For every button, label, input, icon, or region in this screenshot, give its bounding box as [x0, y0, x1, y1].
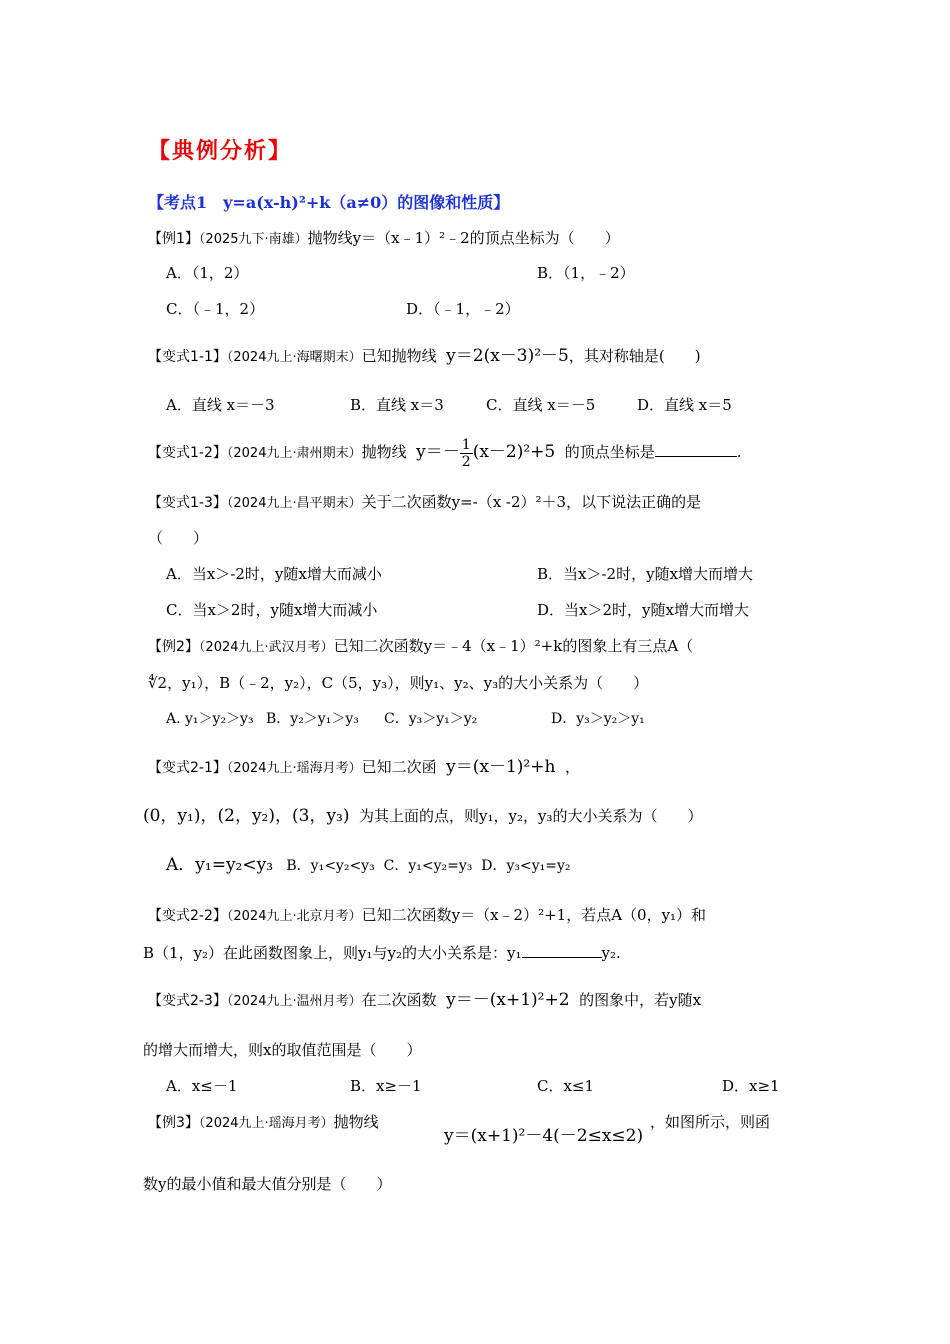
variant-2-3-post: 的图象中，若y随x: [579, 991, 702, 1009]
variant-2-1-option-c: C．y₁<y₂=y₃: [383, 858, 473, 874]
variant-1-2-post: 的顶点坐标是: [564, 443, 655, 461]
variant-2-2-line2: [143, 943, 621, 963]
section-heading: 【典例分析】: [148, 138, 293, 164]
variant-2-2-line2-post: y₂.: [601, 944, 621, 962]
variant-1-3-option-c: C．当x＞2时，y随x增大而减小: [166, 601, 378, 619]
variant-2-3-tag: 【变式2-3】: [148, 993, 227, 1009]
example-2-line2: ∜2，y₁），B（﹣2，y₂），C（5，y₃），则y₁、y₂、y₃的大小关系为（ ）: [148, 674, 649, 692]
example-1-text: 抛物线y＝（x﹣1）²﹣2的顶点坐标为（ ）: [307, 229, 620, 247]
variant-2-1-option-b: B．y₁<y₂<y₃: [286, 858, 375, 874]
example-3-formula: [444, 1126, 643, 1146]
variant-2-3-option-c: C．x≤1: [537, 1077, 595, 1095]
variant-1-2-source: （2024九上·肃州期末）: [226, 446, 362, 461]
variant-1-1-option-a: A．直线 x＝－3: [166, 396, 275, 414]
example-1-option-b: B．（1，﹣2）: [537, 264, 635, 282]
fraction-numerator: 1: [461, 436, 471, 453]
example-3-question: [148, 1112, 379, 1134]
variant-2-2-tag: 【变式2-2】: [148, 908, 227, 924]
fraction-denominator: 2: [461, 453, 471, 470]
example-3-line2: 数y的最小值和最大值分别是（ ）: [143, 1175, 392, 1193]
example-2-option-c: C．y₃＞y₁＞y₂: [384, 711, 478, 727]
variant-2-1-source: （2024九上·瑶海月考）: [226, 761, 362, 776]
variant-2-3-pre: 在二次函数: [361, 991, 437, 1009]
answer-blank[interactable]: [655, 442, 737, 457]
variant-1-1-question: [148, 346, 701, 368]
variant-2-1-pre: 已知二次函: [361, 758, 437, 776]
variant-1-1-tag: 【变式1-1】: [148, 349, 227, 365]
topic-heading: 【考点1 y=a(x-h)²+k（a≠0）的图像和性质】: [148, 193, 510, 212]
variant-2-1-post: ，: [564, 758, 580, 776]
variant-2-1-line2-text: 为其上面的点，则y₁，y₂，y₃的大小关系为（ ）: [359, 807, 703, 825]
variant-1-2-question: [148, 432, 742, 474]
example-3-tag: 【例3】: [148, 1115, 199, 1131]
example-3-source: （2024九上·瑶海月考）: [198, 1116, 334, 1131]
variant-2-1-option-a: A．y₁=y₂<y₃: [166, 855, 274, 875]
example-1-option-c: C．（﹣1，2）: [166, 300, 265, 318]
variant-2-3-source: （2024九上·温州月考）: [226, 994, 362, 1009]
variant-1-2-pre: 抛物线: [361, 443, 407, 461]
example-1-option-a: A．（1，2）: [166, 264, 249, 282]
variant-2-1-tag: 【变式2-1】: [148, 760, 227, 776]
variant-1-2-formula-post: (x－2)²+5: [472, 442, 556, 462]
variant-2-2-text: 已知二次函数y＝（x﹣2）²+1，若点A（0，y₁）和: [361, 906, 707, 924]
variant-2-1-line2: [143, 806, 703, 826]
example-3-pre: 抛物线: [333, 1113, 379, 1131]
variant-1-1-option-d: D．直线 x＝5: [637, 396, 732, 414]
variant-1-1-pre: 已知抛物线: [361, 347, 437, 365]
variant-2-3-option-b: B．x≥－1: [350, 1077, 422, 1095]
variant-1-2-formula-pre: y＝－: [416, 442, 460, 462]
variant-1-3-line2: （ ）: [148, 529, 209, 547]
variant-2-3-line2: 的增大而增大，则x的取值范围是（ ）: [143, 1041, 422, 1059]
variant-2-1-points: (0，y₁)，(2，y₂)，(3，y₃): [143, 806, 350, 826]
variant-1-3-option-a: A．当x＞-2时，y随x增大而减小: [166, 565, 382, 583]
variant-1-3-source: （2024九上·昌平期末）: [226, 496, 362, 511]
example-1-tag: 【例1】: [148, 231, 199, 247]
variant-1-3-text: 关于二次函数y=-（x -2）²＋3，以下说法正确的是: [361, 493, 702, 511]
variant-1-2-end: .: [736, 443, 742, 461]
example-2-tag: 【例2】: [148, 639, 199, 655]
example-2-text: 已知二次函数y＝﹣4（x﹣1）²+k的图象上有三点A（: [333, 637, 694, 655]
variant-2-1-question: [148, 757, 580, 779]
variant-2-3-question: [148, 990, 701, 1012]
example-3-post: ，如图所示，则函: [650, 1113, 771, 1131]
variant-2-2-source: （2024九上·北京月考）: [226, 909, 362, 924]
variant-1-1-option-b: B．直线 x＝3: [350, 396, 444, 414]
answer-blank[interactable]: [522, 943, 602, 958]
example-1-option-d: D．（﹣1，﹣2）: [406, 300, 520, 318]
example-2-option-b: B．y₂＞y₁＞y₃: [266, 711, 359, 727]
variant-2-3-formula: y＝－(x+1)²+2: [446, 990, 570, 1010]
variant-2-2-line2-pre: B（1，y₂）在此函数图象上，则y₁与y₂的大小关系是：y₁: [143, 944, 522, 962]
variant-2-2-question: [148, 905, 706, 927]
example-2-option-d: D．y₃＞y₂＞y₁: [551, 711, 645, 727]
example-2-source: （2024九上·武汉月考）: [198, 640, 334, 655]
variant-1-3-option-b: B．当x＞-2时，y随x增大而增大: [537, 565, 754, 583]
variant-1-2-tag: 【变式1-2】: [148, 445, 227, 461]
variant-2-3-option-d: D．x≥1: [722, 1077, 780, 1095]
variant-2-1-options: [166, 855, 571, 876]
example-2-question: [148, 636, 693, 658]
variant-1-3-tag: 【变式1-3】: [148, 495, 227, 511]
variant-1-1-formula: y＝2(x－3)²－5: [446, 346, 569, 366]
variant-1-2-fraction: [460, 437, 473, 470]
variant-2-1-option-d: D．y₃<y₁=y₂: [481, 858, 571, 874]
variant-2-1-formula: y＝(x－1)²+h: [446, 757, 556, 777]
example-3-formula-text: y＝(x+1)²－4(－2≤x≤2): [444, 1126, 644, 1146]
variant-1-3-option-d: D．当x＞2时，y随x增大而增大: [537, 601, 749, 619]
variant-1-1-source: （2024九上·海曙期末）: [226, 350, 362, 365]
variant-2-3-option-a: A．x≤－1: [166, 1077, 238, 1095]
example-2-option-a: A. y₁＞y₂＞y₃: [166, 711, 254, 727]
example-1-question: [148, 228, 620, 250]
example-1-source: （2025九下·南雄）: [198, 232, 308, 247]
variant-1-1-option-c: C．直线 x＝－5: [486, 396, 596, 414]
variant-1-1-post: ，其对称轴是( ): [568, 347, 701, 365]
variant-1-3-question: [148, 492, 701, 514]
